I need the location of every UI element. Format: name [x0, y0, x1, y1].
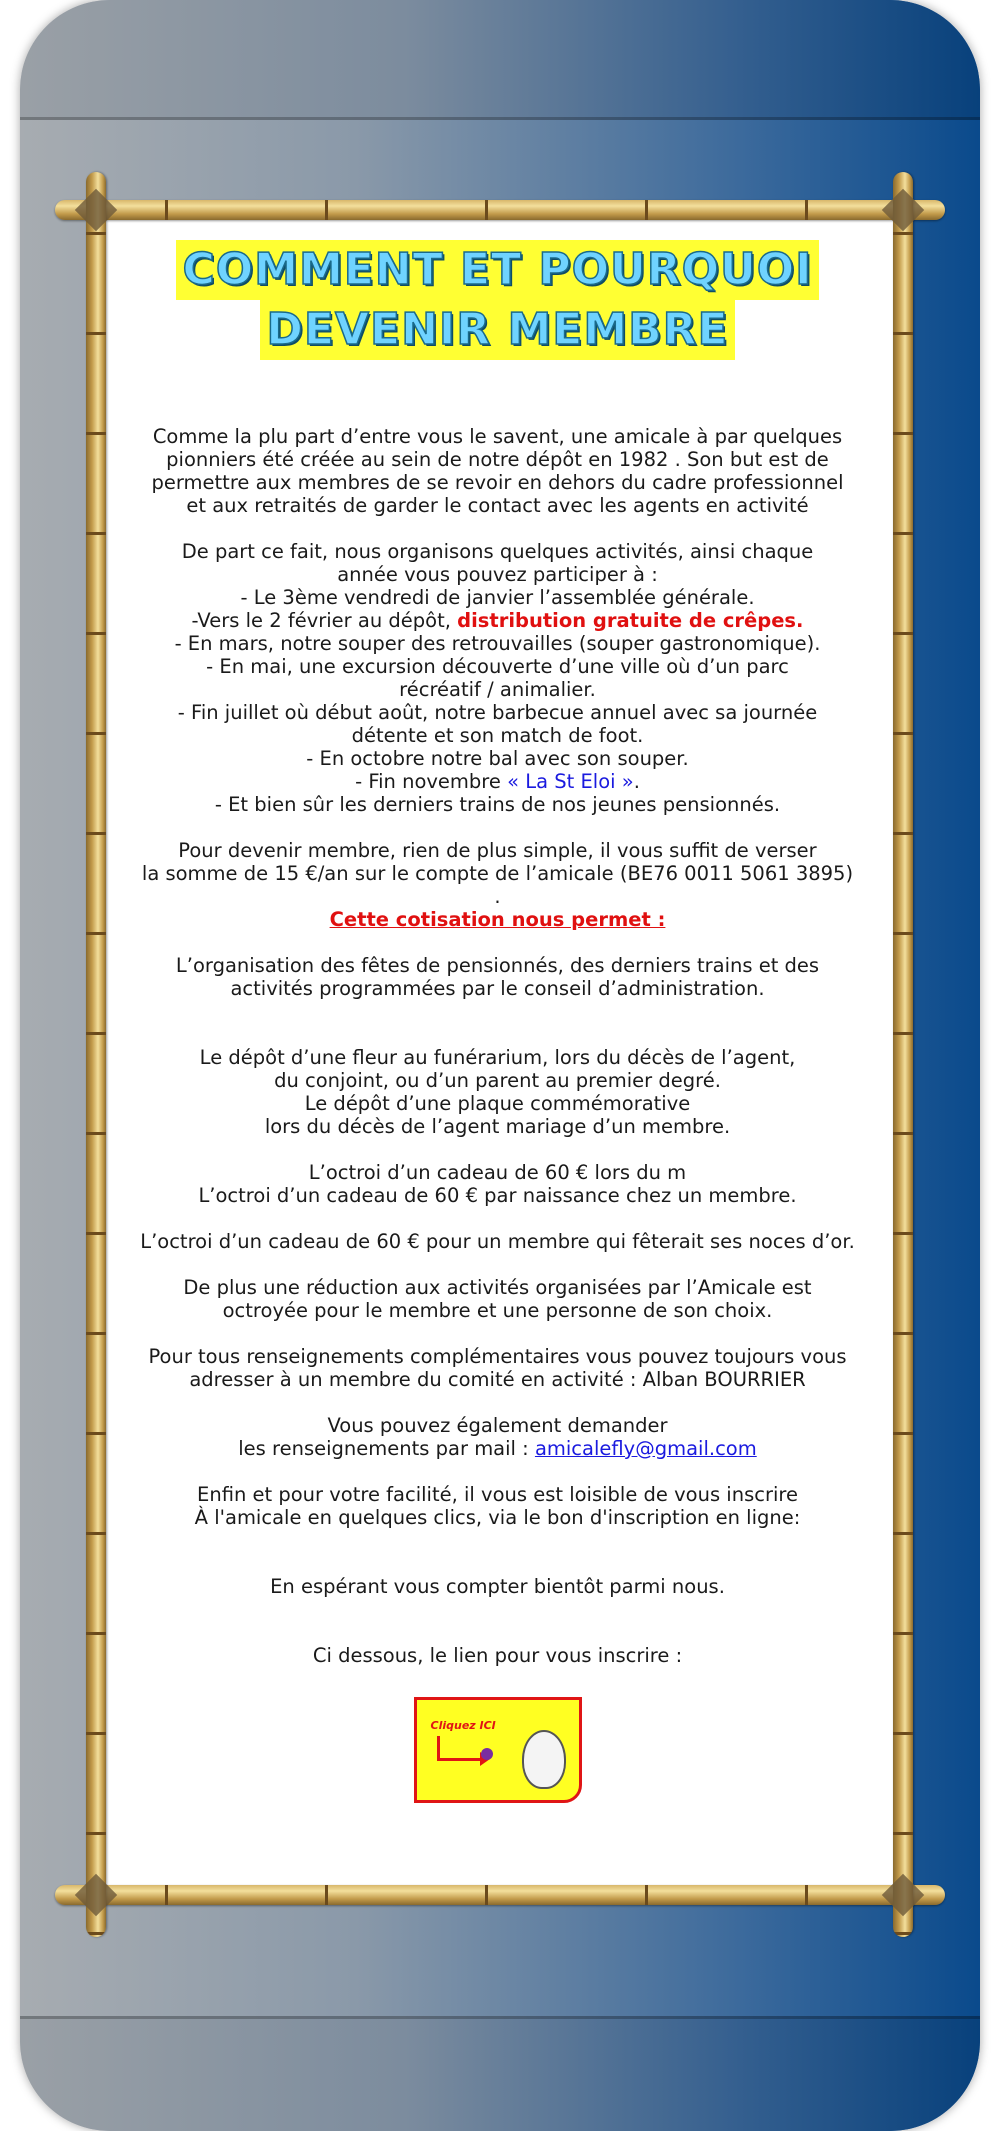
arrow-icon — [437, 1736, 480, 1761]
activity-item: - En mars, notre souper des retrouvailles (souper gastronomique). — [174, 632, 821, 655]
benefit-line: du conjoint, ou d’un parent au premier degré. — [274, 1069, 721, 1092]
benefit-line: L’organisation des fêtes de pensionnés, des derniers trains et des — [175, 954, 820, 977]
bottom-band — [20, 2016, 980, 2131]
benefit-line: activités programmées par le conseil d’administration. — [230, 977, 765, 1000]
st-eloi-highlight: « La St Eloi » — [507, 770, 634, 793]
closing-line: En espérant vous compter bientôt parmi nous. — [270, 1575, 725, 1598]
benefit-line: lors du décès de l’agent mariage d’un membre. — [264, 1115, 731, 1138]
contact-line: Vous pouvez également demander — [327, 1414, 668, 1437]
bamboo-bottom-pole — [55, 1885, 945, 1905]
contact-line: les renseignements par mail : amicalefly@gmail.com — [238, 1437, 757, 1460]
activity-item: détente et son match de foot. — [351, 724, 644, 747]
activity-item: - Et bien sûr les derniers trains de nos jeunes pensionnés. — [214, 793, 781, 816]
title-block — [95, 240, 900, 360]
membership-line: la somme de 15 €/an sur le compte de l’amicale (BE76 0011 5061 3895) — [141, 862, 854, 885]
page-title-line2: DEVENIR MEMBRE — [260, 300, 734, 360]
top-band — [20, 0, 980, 120]
activity-item: - Fin novembre « La St Eloi ». — [355, 770, 640, 793]
membership-paragraph — [95, 839, 900, 931]
contact-section — [95, 1345, 900, 1667]
mascot-icon — [522, 1730, 566, 1789]
benefit-line: Le dépôt d’une fleur au funérarium, lors du décès de l’agent, — [199, 1046, 796, 1069]
activity-item: - Fin juillet où début août, notre barbecue annuel avec sa journée — [177, 701, 818, 724]
intro-line: pionniers été créée au sein de notre dépôt en 1982 . Son but est de — [166, 448, 829, 471]
register-button-label: Cliquez ICI — [430, 1719, 496, 1732]
activities-lead: année vous pouvez participer à : — [337, 563, 658, 586]
intro-line: et aux retraités de garder le contact avec les agents en activité — [186, 494, 809, 517]
activity-item: récréatif / animalier. — [399, 678, 596, 701]
intro-line: permettre aux membres de se revoir en dehors du cadre professionnel — [151, 471, 844, 494]
benefit-line: L’octroi d’un cadeau de 60 € pour un membre qui fêterait ses noces d’or. — [140, 1230, 855, 1253]
membership-line: . — [494, 885, 501, 908]
activity-item: -Vers le 2 février au dépôt, distribution gratuite de crêpes. — [191, 609, 804, 632]
benefit-line: L’octroi d’un cadeau de 60 € par naissance chez un membre. — [198, 1184, 797, 1207]
benefit-line: octroyée pour le membre et une personne de son choix. — [222, 1299, 773, 1322]
activities-lead: De part ce fait, nous organisons quelques activités, ainsi chaque — [181, 540, 814, 563]
benefit-line: Le dépôt d’une plaque commémorative — [304, 1092, 691, 1115]
benefits-list — [95, 954, 900, 1322]
contact-line: À l'amicale en quelques clics, via le bon d'inscription en ligne: — [194, 1506, 801, 1529]
activities-list — [95, 540, 900, 816]
closing-line: Ci dessous, le lien pour vous inscrire : — [312, 1644, 683, 1667]
activity-item: - Le 3ème vendredi de janvier l’assemblée générale. — [240, 586, 755, 609]
benefit-line: L’octroi d’un cadeau de 60 € lors du m — [308, 1161, 687, 1184]
contact-line: Enfin et pour votre facilité, il vous est loisible de vous inscrire — [197, 1483, 798, 1506]
free-crepes-highlight: distribution gratuite de crêpes. — [457, 609, 804, 632]
main-content — [95, 205, 900, 1808]
activity-item: - En octobre notre bal avec son souper. — [306, 747, 689, 770]
activity-item: - En mai, une excursion découverte d’une ville où d’un parc — [206, 655, 789, 678]
intro-line: Comme la plu part d’entre vous le savent, une amicale à par quelques — [152, 425, 843, 448]
email-link[interactable]: amicalefly@gmail.com — [534, 1437, 757, 1460]
benefits-heading: Cette cotisation nous permet : — [329, 908, 666, 931]
page-title-line1: COMMENT ET POURQUOI — [176, 240, 818, 300]
register-button[interactable] — [414, 1697, 582, 1803]
intro-paragraph — [95, 425, 900, 517]
benefit-line: De plus une réduction aux activités organisées par l’Amicale est — [183, 1276, 812, 1299]
contact-line: adresser à un membre du comité en activité : Alban BOURRIER — [189, 1368, 806, 1391]
membership-line: Pour devenir membre, rien de plus simple, il vous suffit de verser — [178, 839, 817, 862]
dart-target-icon — [481, 1748, 493, 1760]
contact-line: Pour tous renseignements complémentaires vous pouvez toujours vous — [148, 1345, 847, 1368]
